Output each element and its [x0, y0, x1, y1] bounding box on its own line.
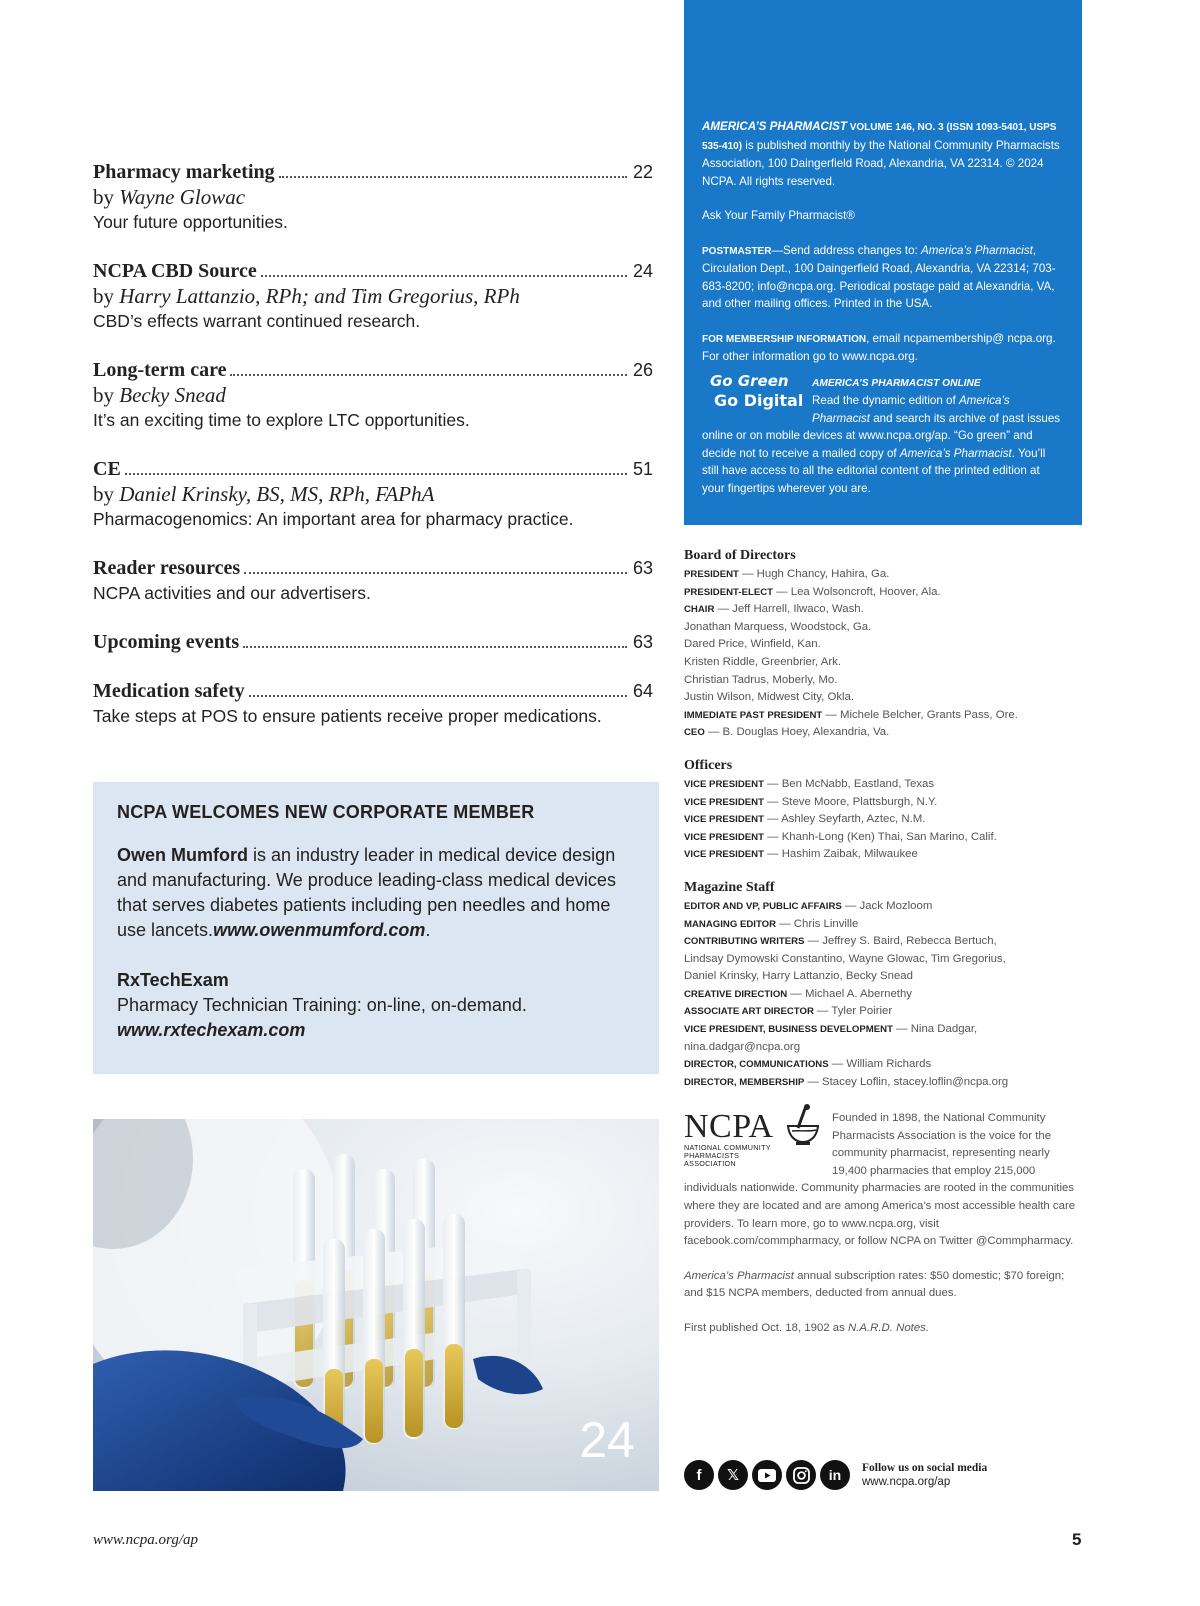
toc-page-number: 64 [632, 681, 653, 701]
toc-description: It’s an exciting time to explore LTC opportunities. [93, 410, 470, 430]
ask-your-family-pharmacist: Ask Your Family Pharmacist® [702, 209, 855, 222]
toc-author: Daniel Krinsky, BS, MS, RPh, FAPhA [119, 482, 435, 506]
publication-statement: AMERICA’S PHARMACIST VOLUME 146, NO. 3 (ISSN 1093-5401, USPS 535-410) is published monthly by the National Community Pharmacists Association, 100 Daingerfield Road, Alexandria, VA 22314. © 2024 NCPA. All rights reserved. [702, 120, 1060, 188]
table-of-contents [93, 160, 653, 753]
toc-leader [125, 473, 627, 475]
toc-page-number: 22 [632, 162, 653, 182]
linkedin-icon[interactable]: in [820, 1460, 850, 1490]
masthead-row: EDITOR AND VP, PUBLIC AFFAIRS — Jack Mozloom [684, 899, 933, 912]
section-heading: Magazine Staff [684, 879, 775, 895]
first-published: First published Oct. 18, 1902 as N.A.R.D. Notes. [684, 1321, 930, 1334]
masthead-row: Dared Price, Winfield, Kan. [684, 638, 821, 651]
toc-page-number: 63 [632, 558, 653, 578]
toc-title: Pharmacy marketing [93, 161, 275, 183]
page-reference-number: 24 [579, 1412, 635, 1468]
callout-paragraph-owen-mumford: Owen Mumford is an industry leader in medical device design and manufacturing. We produce leading-class medical devices that serves diabetes patients including pen needles and home use lancets.www.owenmumford.com. [117, 845, 616, 940]
toc-entry-pharmacy-marketing[interactable] [93, 160, 653, 235]
masthead-row: nina.dadgar@ncpa.org [684, 1040, 801, 1053]
toc-entry-reader-resources[interactable] [93, 556, 653, 606]
postmaster-statement: POSTMASTER—Send address changes to: America’s Pharmacist, Circulation Dept., 100 Daingerfield Road, Alexandria, VA 22314; 703-683-8200; info@ncpa.org. Periodical postage paid at Alexandria, VA, and other mailing offices. Printed in the USA. [702, 243, 1056, 310]
mortar-pestle-icon [786, 1104, 820, 1148]
toc-byline: by Becky Snead [93, 383, 226, 407]
masthead-row: VICE PRESIDENT — Steve Moore, Plattsburgh, N.Y. [684, 795, 938, 808]
board-of-directors [684, 546, 1084, 742]
masthead-row: ASSOCIATE ART DIRECTOR — Tyler Poirier [684, 1005, 893, 1018]
masthead-row: Kristen Riddle, Greenbrier, Ark. [684, 655, 842, 668]
toc-page-number: 24 [632, 261, 653, 281]
masthead [684, 546, 1084, 1105]
masthead-row: CONTRIBUTING WRITERS — Jeffrey S. Baird, Rebecca Bertuch, [684, 935, 997, 948]
callout-heading: NCPA WELCOMES NEW CORPORATE MEMBER [117, 802, 535, 822]
toc-title: Medication safety [93, 680, 245, 702]
masthead-row: Daniel Krinsky, Harry Lattanzio, Becky Snead [684, 970, 913, 983]
masthead-row: PRESIDENT — Hugh Chancy, Hahira, Ga. [684, 568, 890, 580]
masthead-row: IMMEDIATE PAST PRESIDENT — Michele Belcher, Grants Pass, Ore. [684, 708, 1018, 721]
toc-title: CE [93, 458, 121, 480]
masthead-row: Christian Tadrus, Moberly, Mo. [684, 673, 838, 686]
masthead-row: DIRECTOR, COMMUNICATIONS — William Richards [684, 1058, 932, 1071]
masthead-row: Justin Wilson, Midwest City, Okla. [684, 691, 855, 704]
masthead-row: VICE PRESIDENT — Khanh-Long (Ken) Thai, San Marino, Calif. [684, 830, 997, 843]
callout-paragraph-rxtechexam: RxTechExam Pharmacy Technician Training: on-line, on-demand. www.rxtechexam.com [117, 968, 635, 1043]
toc-leader [230, 374, 627, 376]
masthead-row: MANAGING EDITOR — Chris Linville [684, 917, 859, 930]
masthead-row: CHAIR — Jeff Harrell, Ilwaco, Wash. [684, 603, 864, 616]
masthead-row: CREATIVE DIRECTION — Michael A. Abernethy [684, 987, 912, 1000]
go-green-go-digital-logo: Go Green Go Digital [710, 371, 804, 410]
ncpa-description: NCPA NATIONAL COMMUNITY PHARMACISTS ASSOCIATION Founded in 1898, the National Community Pharmacists Association is the voice for the community pharmacist, representing nearly 19,400 pharmacies that employ 215,000 individuals nationwide. Community pharmacies are rooted in the communities where they are located and are among America’s most accessible health care providers. To learn more, go to www.ncpa.org, visit facebook.com/commpharmacy, or follow NCPA on Twitter @Commpharmacy. [684, 1110, 1084, 1251]
officers [684, 756, 1084, 864]
company-name: RxTechExam [117, 970, 229, 990]
social-url[interactable]: www.ncpa.org/ap [862, 1476, 951, 1488]
lab-test-tubes-photo [93, 1119, 659, 1491]
corporate-member-callout [93, 782, 659, 1074]
x-icon[interactable]: 𝕏 [718, 1460, 748, 1490]
toc-description: Your future opportunities. [93, 212, 288, 232]
footer-url[interactable]: www.ncpa.org/ap [93, 1532, 199, 1548]
page-number: 5 [1072, 1530, 1082, 1549]
about-ncpa [684, 1110, 1084, 1355]
toc-description: Take steps at POS to ensure patients receive proper medications. [93, 706, 602, 726]
masthead-row: VICE PRESIDENT — Hashim Zaibak, Milwaukee [684, 848, 918, 861]
masthead-row: VICE PRESIDENT, BUSINESS DEVELOPMENT — Nina Dadgar, [684, 1023, 978, 1036]
magazine-staff [684, 878, 1084, 1092]
toc-author: Becky Snead [119, 383, 226, 407]
toc-description: NCPA activities and our advertisers. [93, 583, 371, 603]
toc-leader [249, 695, 627, 697]
toc-author: Harry Lattanzio, RPh; and Tim Gregorius, RPh [119, 284, 520, 308]
section-heading: Board of Directors [684, 548, 796, 563]
rxtechexam-link[interactable]: www.rxtechexam.com [117, 1020, 306, 1040]
toc-title: Reader resources [93, 557, 241, 579]
toc-description: Pharmacogenomics: An important area for pharmacy practice. [93, 509, 574, 529]
section-heading: Officers [684, 757, 733, 773]
toc-page-number: 51 [632, 459, 653, 479]
toc-entry-upcoming-events[interactable] [93, 630, 653, 655]
toc-entry-ce[interactable] [93, 457, 653, 532]
company-name: Owen Mumford [117, 845, 248, 865]
toc-description: CBD’s effects warrant continued research. [93, 311, 421, 331]
masthead-row: DIRECTOR, MEMBERSHIP — Stacey Loflin, stacey.loflin@ncpa.org [684, 1075, 1009, 1088]
online-edition: Go Green Go Digital AMERICA’S PHARMACIST ONLINE Read the dynamic edition of America’s Pharmacist and search its archive of past issues online or on mobile devices at www.ncpa.org/ap. “Go green” and decide not to receive a mailed copy of America’s Pharmacist. You’ll still have access to all the editorial content of the printed edition at your fingertips wherever you are. [702, 371, 1061, 495]
masthead-row: Jonathan Marquess, Woodstock, Ga. [684, 620, 872, 633]
masthead-row: PRESIDENT-ELECT — Lea Wolsoncroft, Hoover, Ala. [684, 585, 941, 598]
toc-page-number: 63 [632, 632, 653, 652]
membership-info: FOR MEMBERSHIP INFORMATION, email ncpamembership@ ncpa.org. For other information go to www.ncpa.org. [702, 331, 1056, 363]
toc-leader [244, 572, 627, 574]
toc-title: NCPA CBD Source [93, 260, 257, 282]
test-tubes-illustration [93, 1119, 659, 1491]
youtube-icon[interactable] [752, 1460, 782, 1490]
toc-title: Upcoming events [93, 631, 240, 653]
publication-info-box [684, 0, 1082, 525]
toc-entry-medication-safety[interactable] [93, 679, 653, 729]
toc-leader [279, 176, 627, 178]
toc-title: Long-term care [93, 359, 227, 381]
social-follow-text [862, 1461, 987, 1489]
toc-byline: by Daniel Krinsky, BS, MS, RPh, FAPhA [93, 482, 435, 506]
facebook-icon[interactable]: f [684, 1460, 714, 1490]
masthead-row: Lindsay Dymowski Constantino, Wayne Glowac, Tim Gregorius, [684, 952, 1006, 965]
ncpa-logo: NCPA NATIONAL COMMUNITY PHARMACISTS ASSOCIATION [684, 1110, 824, 1164]
toc-page-number: 26 [632, 360, 653, 380]
toc-leader [243, 646, 627, 648]
masthead-row: VICE PRESIDENT — Ben McNabb, Eastland, Texas [684, 777, 935, 790]
social-media-bar [684, 1460, 987, 1490]
toc-entry-ncpa-cbd-source[interactable] [93, 259, 653, 334]
instagram-icon[interactable] [786, 1460, 816, 1490]
toc-byline: by Harry Lattanzio, RPh; and Tim Gregorius, RPh [93, 284, 520, 308]
masthead-row: CEO — B. Douglas Hoey, Alexandria, Va. [684, 726, 890, 739]
follow-label: Follow us on social media [862, 1462, 988, 1474]
toc-author: Wayne Glowac [119, 185, 246, 209]
toc-byline: by Wayne Glowac [93, 185, 246, 209]
toc-entry-long-term-care[interactable] [93, 358, 653, 433]
subscription-rates: America’s Pharmacist annual subscription rates: $50 domestic; $70 foreign; and $15 NCPA members, deducted from annual dues. [684, 1269, 1065, 1300]
owen-mumford-link[interactable]: www.owenmumford.com [213, 920, 426, 940]
masthead-row: VICE PRESIDENT — Ashley Seyfarth, Aztec, N.M. [684, 813, 926, 826]
toc-leader [261, 275, 627, 277]
